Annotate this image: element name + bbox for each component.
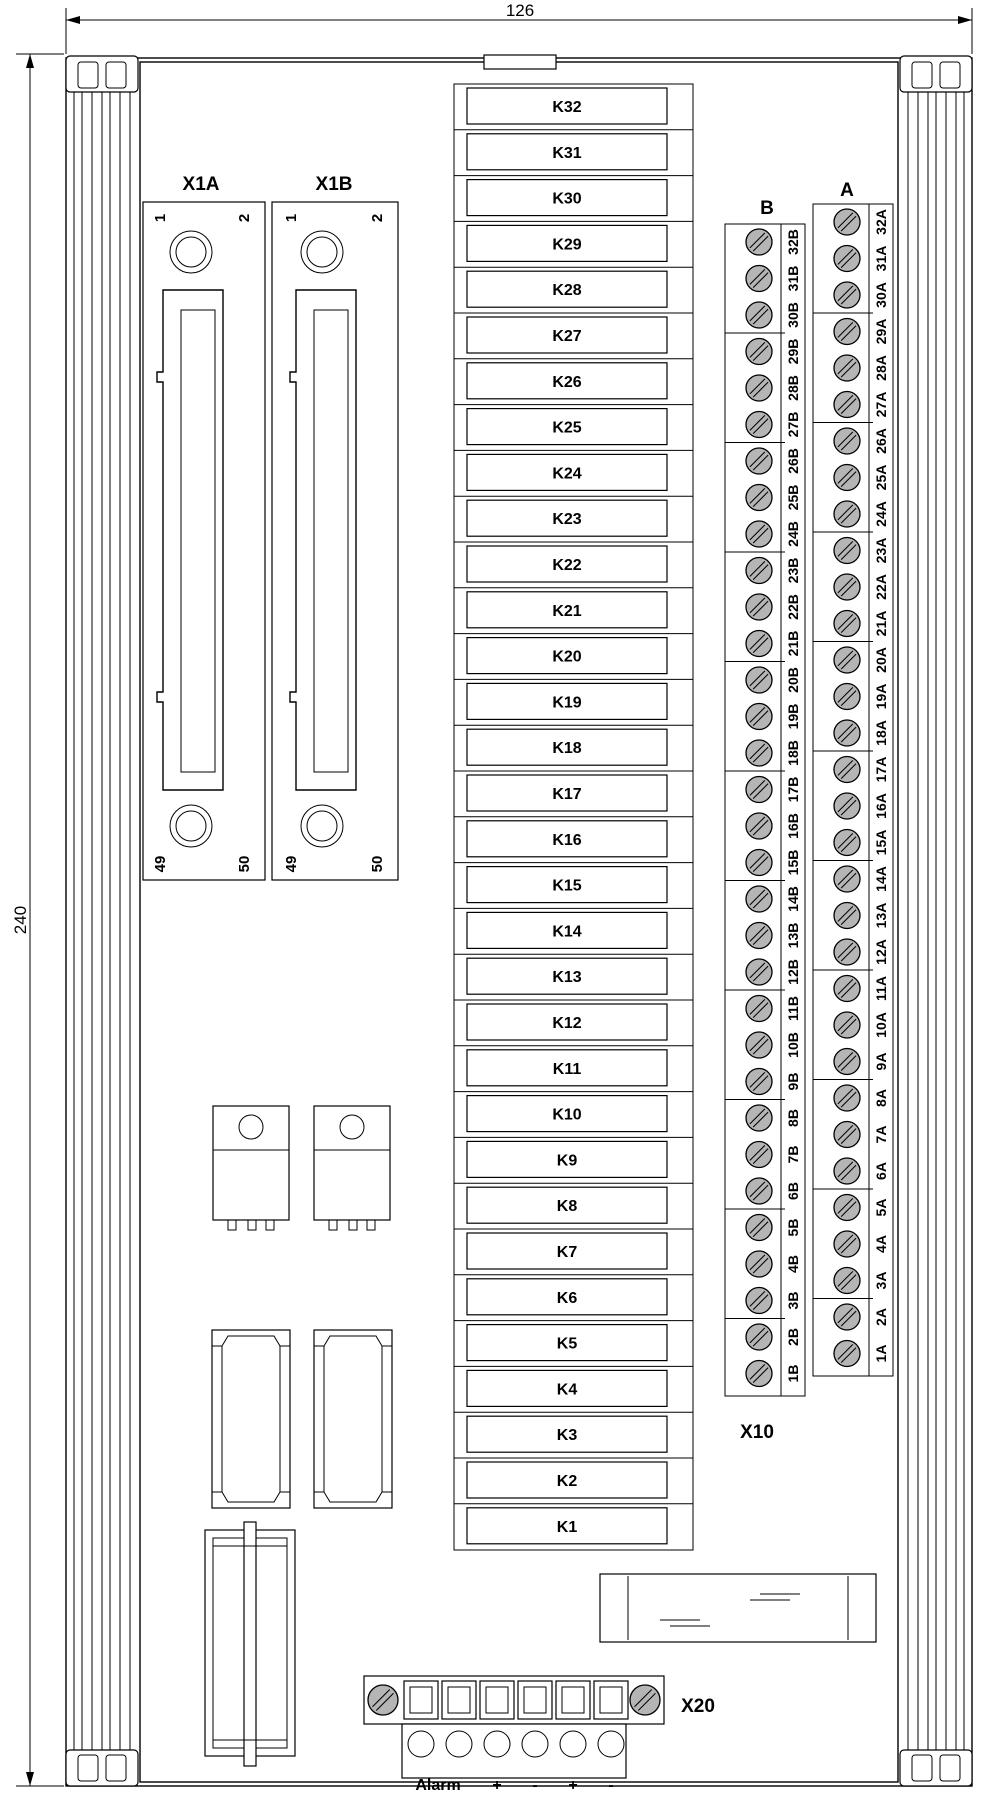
terminal-11b[interactable] [746,996,801,1022]
relay-k25 [454,405,693,445]
terminal-label: 14A [873,866,889,892]
terminal-label: 2B [785,1328,801,1346]
terminal-label: 1A [873,1344,889,1363]
relay-k31 [454,130,693,170]
terminal-8a[interactable] [834,1085,889,1111]
terminal-19a[interactable] [834,684,889,710]
terminal-label: 18B [785,740,801,766]
connector-x1b [272,174,398,880]
terminal-1b[interactable] [746,1361,801,1387]
terminal-label: 13A [873,902,889,929]
relay-k14 [454,908,693,948]
terminal-label: 11A [873,976,889,1001]
terminal-label: 27B [785,411,801,438]
relay-label: K6 [556,1289,578,1307]
relay-k11 [454,1046,693,1086]
dimension-width-label: 126 [505,1,535,20]
terminal-17a[interactable] [834,757,889,783]
relay-k15 [454,863,693,903]
terminal-7b[interactable] [746,1142,801,1168]
terminal-17b[interactable] [746,777,801,803]
fuse-holder [205,1522,295,1766]
x20-right-screw [630,1685,660,1715]
terminal-1a[interactable] [834,1341,889,1367]
relay-k2 [454,1458,693,1498]
relay-label: K10 [552,1106,582,1124]
terminal-label: 19A [873,683,889,710]
relay-label: K16 [552,831,582,849]
terminal-label: 21A [873,610,889,637]
terminal-24b[interactable] [725,521,801,552]
terminal-23b[interactable] [746,558,801,584]
terminal-label: 22B [785,594,801,620]
relay-k16 [454,817,693,857]
terminal-label: 3B [785,1291,801,1310]
terminal-label: 5A [873,1198,889,1217]
relay-k26 [454,359,693,399]
terminal-21a[interactable] [813,611,889,642]
terminal-label: 6B [785,1182,801,1200]
power-connector-x20 [364,1676,715,1794]
relay-label: K31 [552,144,582,162]
terminal-label: 23B [785,557,801,584]
terminal-10b[interactable] [746,1032,801,1058]
relay-label: K8 [556,1198,578,1216]
terminal-label: 32A [873,209,889,235]
terminal-28a[interactable] [834,355,889,381]
terminal-23a[interactable] [834,538,889,564]
terminal-30a[interactable] [813,282,889,313]
terminal-6a[interactable] [813,1158,889,1189]
terminal-14b[interactable] [746,886,801,912]
terminal-label: 19B [785,703,801,730]
pin-label-1: 1 [283,213,300,223]
terminal-label: 25A [873,464,889,491]
terminal-22a[interactable] [834,574,889,600]
terminal-label: 26B [785,448,801,474]
terminal-5a[interactable] [834,1195,889,1221]
terminal-block-label: X10 [740,1422,774,1443]
relay-label: K30 [552,190,582,208]
terminal-label: 14B [785,886,801,912]
dimension-height-label: 240 [11,905,30,935]
terminal-20a[interactable] [834,647,889,673]
terminal-label: 24A [873,501,889,527]
terminal-28b[interactable] [746,375,801,401]
connector-x1a [143,174,265,880]
pin-label-50: 50 [369,855,386,873]
terminal-label: 10B [785,1032,801,1058]
dimension-width [66,1,972,54]
x20-left-screw [368,1685,398,1715]
terminal-label: 17A [873,756,889,783]
relay-label: K24 [552,465,582,483]
terminal-3a[interactable] [813,1268,889,1299]
terminal-label: 15B [785,849,801,876]
relay-label: K26 [552,373,582,391]
relay-k28 [454,267,693,307]
terminal-label: 7A [873,1125,889,1144]
relay-label: K13 [552,969,582,987]
terminal-label: 20A [873,647,889,673]
relay-k23 [454,496,693,536]
relay-k32 [454,84,693,124]
terminal-27b[interactable] [725,412,801,443]
relay-label: K17 [552,786,582,803]
terminal-9a[interactable] [813,1049,889,1080]
terminal-14a[interactable] [834,866,889,892]
relay-label: K23 [552,511,582,529]
relay-label: K29 [552,236,582,254]
terminal-label: 22A [873,574,889,600]
connector-label: X1B [315,174,353,195]
terminal-label: 17B [785,776,801,803]
terminal-label: 21B [785,630,801,657]
terminal-30b[interactable] [725,302,801,333]
terminal-12b[interactable] [725,959,801,990]
terminal-18a[interactable] [813,720,889,751]
relay-k13 [454,954,693,994]
x20-pin-label: Alarm [415,1777,461,1794]
relay-k30 [454,176,693,216]
terminal-label: 18A [873,720,889,746]
terminal-label: 7B [785,1145,801,1164]
terminal-label: 13B [785,922,801,949]
relay-label: K15 [552,877,582,895]
pin-label-2: 2 [369,213,386,223]
terminal-label: 24B [785,521,801,547]
terminal-32b[interactable] [746,229,801,255]
terminal-label: 23A [873,537,889,564]
terminal-label: 12B [785,959,801,985]
relay-label: K32 [552,99,582,116]
relay-k27 [454,313,693,353]
right-rail [900,56,972,1786]
relay-k18 [454,725,693,765]
terminal-24a[interactable] [813,501,889,532]
relay-label: K9 [556,1152,578,1170]
terminal-15a[interactable] [813,830,889,861]
terminal-4a[interactable] [834,1231,889,1257]
terminal-20b[interactable] [746,667,801,693]
terminal-2a[interactable] [834,1304,889,1330]
terminal-29b[interactable] [746,339,801,365]
terminal-label: 30A [873,282,889,308]
pin-label-50: 50 [236,855,253,873]
terminal-label: 31B [785,265,801,292]
x20-pin-label: - [608,1777,614,1794]
relay-k22 [454,542,693,582]
terminal-13a[interactable] [834,903,889,929]
dimension-height [11,54,64,1786]
relay-label: K21 [552,602,582,620]
relay-label: K5 [556,1335,578,1353]
terminal-label: 5B [785,1218,801,1237]
relay-k5 [454,1321,693,1361]
cylinder-component [600,1574,876,1642]
terminal-12a[interactable] [813,939,889,970]
terminal-3b[interactable] [725,1288,801,1319]
terminal-25a[interactable] [834,465,889,491]
terminal-2b[interactable] [746,1324,801,1350]
terminal-label: 29A [873,318,889,345]
transistor-1 [213,1106,289,1230]
relay-k7 [454,1229,693,1269]
relay-label: K19 [552,694,582,712]
relay-k19 [454,679,693,719]
terminal-label: 4B [785,1255,801,1273]
terminal-19b[interactable] [746,704,801,730]
relay-k1 [454,1504,693,1544]
terminal-label: 28B [785,375,801,401]
relay-k3 [454,1412,693,1452]
terminal-8b[interactable] [746,1105,801,1131]
relay-k10 [454,1092,693,1132]
relay-label: K25 [552,419,582,437]
terminal-label: 11B [785,996,801,1021]
relay-k12 [454,1000,693,1040]
terminal-label: 29B [785,338,801,365]
relay-label: K12 [552,1015,582,1032]
pin-label-49: 49 [152,855,169,873]
relay-label: K7 [556,1244,578,1261]
terminal-21b[interactable] [725,631,801,662]
pin-label-2: 2 [236,213,253,223]
terminal-7a[interactable] [834,1122,889,1148]
relay-label: K11 [552,1060,582,1078]
transistor-2 [314,1106,390,1230]
relay-k6 [454,1275,693,1315]
terminal-27a[interactable] [813,392,889,423]
terminal-label: 6A [873,1162,889,1180]
terminal-29a[interactable] [834,319,889,345]
terminal-label: 9B [785,1072,801,1091]
relay-k21 [454,588,693,628]
terminal-label: 32B [785,229,801,255]
terminal-label: 2A [873,1308,889,1326]
terminal-16a[interactable] [834,793,889,819]
terminal-10a[interactable] [834,1012,889,1038]
terminal-6b[interactable] [725,1178,801,1209]
left-rail [66,56,138,1786]
terminal-22b[interactable] [746,594,801,620]
relay-k17 [454,771,693,811]
terminal-label: 26A [873,428,889,454]
terminal-13b[interactable] [746,923,801,949]
terminal-18b[interactable] [725,740,801,771]
relay-label: K22 [552,557,582,574]
column-a-header: A [840,180,854,201]
relay-k29 [454,221,693,261]
relay-label: K4 [556,1381,578,1399]
column-b-header: B [760,198,774,219]
terminal-label: 8A [873,1089,889,1107]
relay-k8 [454,1183,693,1223]
relay-k24 [454,450,693,490]
relay-label: K3 [556,1427,578,1445]
terminal-label: 10A [873,1012,889,1038]
x20-pin-label: + [492,1777,502,1794]
terminal-16b[interactable] [746,813,801,839]
terminal-15b[interactable] [725,850,801,881]
relay-k4 [454,1366,693,1406]
terminal-label: 27A [873,391,889,418]
terminal-label: 28A [873,355,889,381]
terminal-label: 31A [873,245,889,272]
component-left-2 [314,1330,392,1508]
terminal-label: 9A [873,1052,889,1071]
terminal-32a[interactable] [834,209,889,235]
terminal-label: 16B [785,813,801,839]
relay-label: K18 [552,740,582,758]
relay-label: K20 [552,648,582,666]
terminal-label: 8B [785,1109,801,1127]
terminal-label: 20B [785,667,801,693]
terminal-4b[interactable] [746,1251,801,1277]
terminal-label: 15A [873,829,889,856]
terminal-31b[interactable] [746,266,801,292]
component-left-1 [212,1330,290,1508]
relay-k9 [454,1137,693,1177]
terminal-label: 1B [785,1364,801,1383]
x20-pin-label: - [532,1777,538,1794]
power-connector-label: X20 [681,1696,715,1717]
terminal-label: 30B [785,302,801,328]
relay-label: K14 [552,923,582,941]
pin-label-49: 49 [283,855,300,873]
terminal-label: 4A [873,1235,889,1253]
relay-label: K1 [556,1518,578,1536]
terminal-label: 3A [873,1271,889,1290]
relay-label: K28 [552,282,582,300]
terminal-25b[interactable] [746,485,801,511]
terminal-label: 12A [873,939,889,965]
terminal-26a[interactable] [834,428,889,454]
relay-k20 [454,634,693,674]
terminal-31a[interactable] [834,246,889,272]
terminal-block-x10 [725,180,893,1443]
relay-panel [454,84,693,1550]
relay-label: K2 [556,1473,578,1490]
pin-label-1: 1 [152,213,169,223]
terminal-label: 16A [873,793,889,819]
terminal-11a[interactable] [834,976,889,1002]
terminal-label: 25B [785,484,801,511]
terminal-5b[interactable] [746,1215,801,1241]
connector-label: X1A [182,174,220,195]
x20-pin-label: + [568,1777,578,1794]
relay-label: K27 [552,328,582,345]
terminal-9b[interactable] [725,1069,801,1100]
terminal-26b[interactable] [746,448,801,474]
